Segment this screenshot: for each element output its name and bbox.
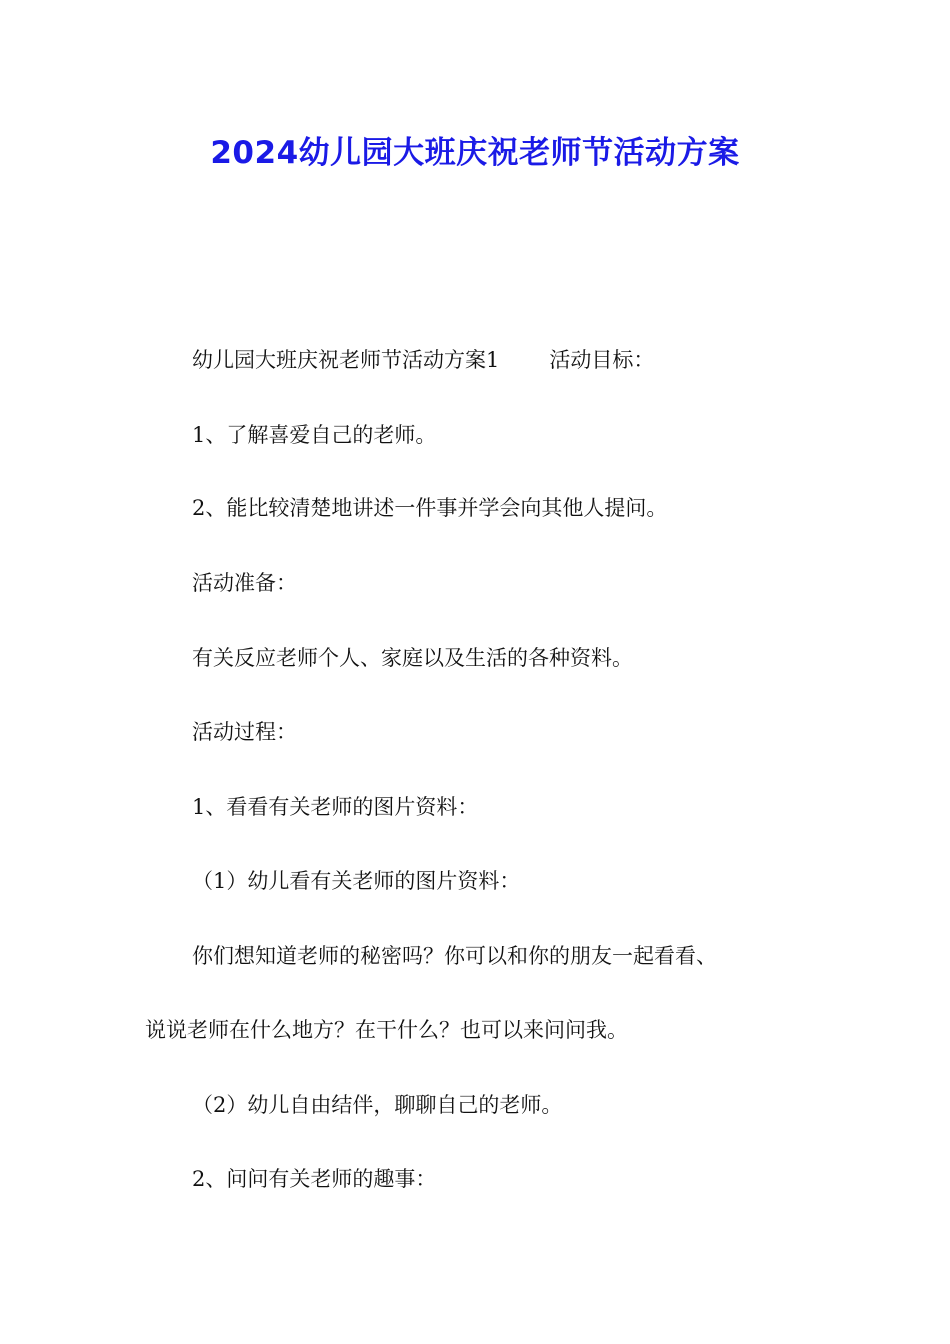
paragraph: 活动准备： [192, 571, 297, 595]
section-heading-line [192, 345, 654, 375]
goals-heading: 活动目标： [549, 348, 655, 372]
paragraph: 2、能比较清楚地讲述一件事并学会向其他人提问。 [192, 496, 668, 520]
paragraph: 1、看看有关老师的图片资料： [192, 795, 479, 819]
paragraph: （1）幼儿看有关老师的图片资料： [192, 869, 521, 893]
paragraph-continuation: 说说老师在什么地方？在干什么？也可以来问问我。 [145, 1018, 628, 1042]
plan-heading: 幼儿园大班庆祝老师节活动方案1 [192, 348, 500, 372]
paragraph: 2、问问有关老师的趣事： [192, 1167, 437, 1191]
paragraph: 你们想知道老师的秘密吗？你可以和你的朋友一起看看、 [192, 944, 717, 968]
paragraph: （2）幼儿自由结伴，聊聊自己的老师。 [192, 1093, 563, 1117]
paragraph: 1、了解喜爱自己的老师。 [192, 423, 437, 447]
paragraph: 有关反应老师个人、家庭以及生活的各种资料。 [192, 646, 633, 670]
document-title: 2024幼儿园大班庆祝老师节活动方案 [210, 135, 740, 171]
paragraph: 活动过程： [192, 720, 297, 744]
